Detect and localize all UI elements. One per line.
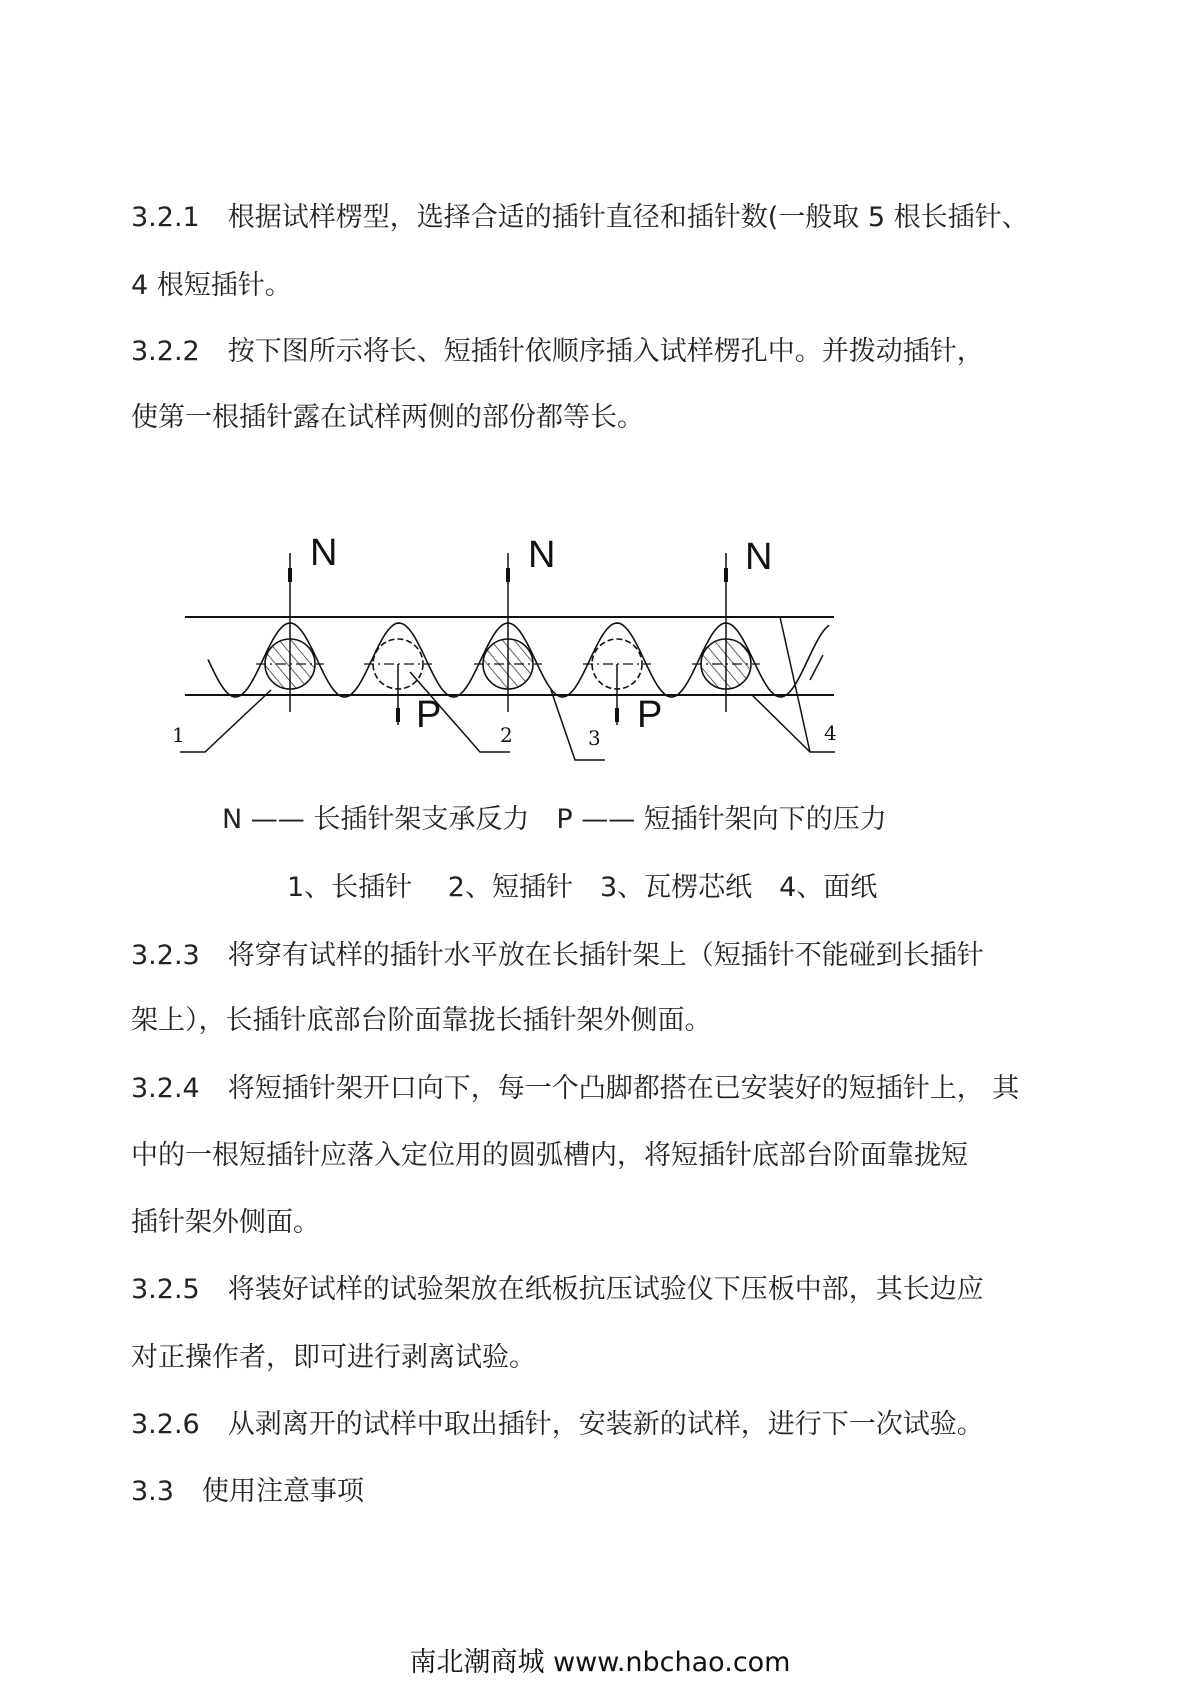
section-number: 3.3 <box>131 1476 174 1507</box>
part-2: 2 <box>500 723 513 747</box>
section-number: 3.2.5 <box>131 1274 200 1305</box>
para-3-2-4-line-2: 中的一根短插针应落入定位用的圆弧槽内，将短插针底部台阶面靠拢短 <box>131 1140 968 1171</box>
n-arrowhead <box>724 568 728 582</box>
text: 按下图所示将长、短插针依顺序插入试样楞孔中。并拨动插针， <box>227 336 984 367</box>
label-n-2: N <box>528 534 556 576</box>
part-1: 1 <box>172 723 185 747</box>
para-3-2-5-line-1 <box>131 1273 984 1307</box>
section-number: 3.2.1 <box>131 202 200 233</box>
para-3-2-2-line-2: 使第一根插针露在试样两侧的部份都等长。 <box>131 402 644 433</box>
para-3-2-1-line-2: 4 根短插针。 <box>131 270 292 301</box>
part-numbers <box>172 721 837 750</box>
force-labels <box>310 532 772 736</box>
text: 将装好试样的试验架放在纸板抗压试验仪下压板中部，其长边应 <box>227 1274 984 1305</box>
legend-parts: 1、长插针 2、短插针 3、瓦楞芯纸 4、面纸 <box>287 872 878 903</box>
para-3-2-6-line-1 <box>131 1408 984 1442</box>
section-number: 3.2.2 <box>131 336 200 367</box>
text: 根据试样楞型，选择合适的插针直径和插针数(一般取 5 根长插针、 <box>227 202 1029 233</box>
label-n-1: N <box>310 532 338 574</box>
para-3-2-4-line-1 <box>131 1072 1019 1106</box>
para-3-2-3-line-1 <box>131 939 984 973</box>
para-3-2-4-line-3: 插针架外侧面。 <box>131 1207 320 1238</box>
section-number: 3.2.4 <box>131 1073 200 1104</box>
para-3-2-5-line-2: 对正操作者，即可进行剥离试验。 <box>131 1342 536 1373</box>
p-arrowhead <box>396 708 400 722</box>
part-4: 4 <box>824 721 837 745</box>
text: 将穿有试样的插针水平放在长插针架上（短插针不能碰到长插针 <box>227 940 984 971</box>
pin-diagram <box>0 0 1200 800</box>
section-number: 3.2.6 <box>131 1409 200 1440</box>
n-arrowhead <box>506 568 510 582</box>
legend-forces: N —— 长插针架支承反力 P —— 短插针架向下的压力 <box>222 804 887 835</box>
text: 使用注意事项 <box>201 1476 364 1507</box>
footer-watermark: 南北潮商城 www.nbchao.com <box>409 1647 791 1678</box>
text: 将短插针架开口向下，每一个凸脚都搭在已安装好的短插针上， 其 <box>227 1073 1020 1104</box>
label-p-2: P <box>637 694 663 736</box>
label-p-1: P <box>416 694 442 736</box>
section-3-3-heading <box>131 1475 364 1509</box>
section-number: 3.2.3 <box>131 940 200 971</box>
label-n-3: N <box>745 536 773 578</box>
p-arrowhead <box>615 708 619 722</box>
text: 从剥离开的试样中取出插针，安装新的试样，进行下一次试验。 <box>227 1409 984 1440</box>
part-3: 3 <box>588 726 601 750</box>
para-3-2-3-line-2: 架上），长插针底部台阶面靠拢长插针架外侧面。 <box>131 1005 712 1036</box>
n-arrowhead <box>288 568 292 582</box>
